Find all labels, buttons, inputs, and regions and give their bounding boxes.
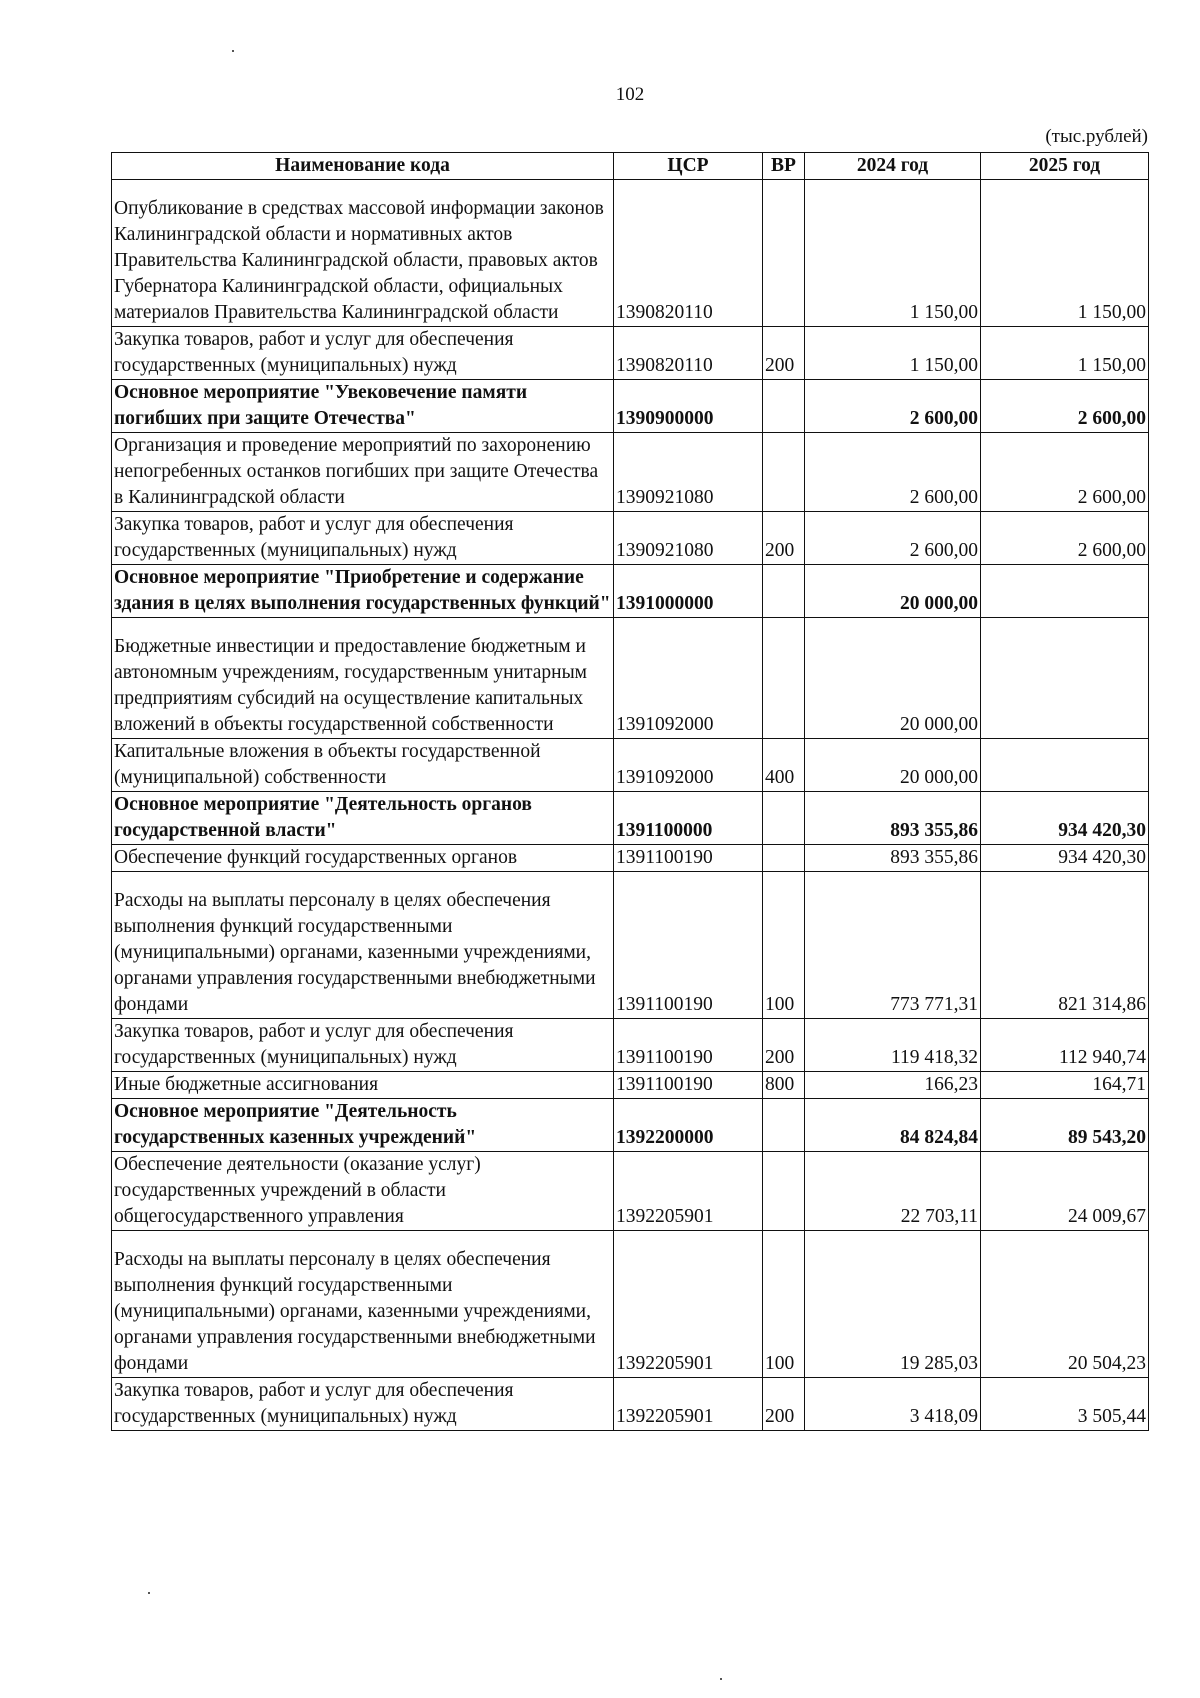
units-label: (тыс.рублей) [1045,126,1148,147]
cell-vr [763,845,805,872]
cell-csr: 1391100000 [614,792,763,845]
cell-vr: 200 [763,1019,805,1072]
cell-name: Опубликование в средствах массовой информации законов Калининградской области и нормативных актов Правительства Калининградской области, правовых актов Губернатора Калининградской области, официальных материалов Правительства Калининградской области [112,180,614,327]
cell-2025: 89 543,20 [981,1099,1149,1152]
table-row [112,433,1149,512]
header-2024: 2024 год [805,153,981,180]
cell-vr: 200 [763,327,805,380]
cell-2024: 2 600,00 [805,380,981,433]
cell-2025: 2 600,00 [981,512,1149,565]
cell-vr: 100 [763,1231,805,1378]
cell-2024: 3 418,09 [805,1378,981,1431]
cell-csr: 1391100190 [614,872,763,1019]
cell-2024: 19 285,03 [805,1231,981,1378]
cell-2025: 112 940,74 [981,1019,1149,1072]
cell-csr: 1390820110 [614,327,763,380]
cell-2025: 1 150,00 [981,327,1149,380]
cell-vr [763,1099,805,1152]
table-row [112,380,1149,433]
scan-speck [720,1678,722,1680]
table-row [112,872,1149,1019]
cell-vr [763,565,805,618]
cell-csr: 1392205901 [614,1378,763,1431]
table-body [112,180,1149,1431]
cell-name: Обеспечение функций государственных органов [112,845,614,872]
cell-vr: 200 [763,1378,805,1431]
table-row [112,845,1149,872]
cell-2025: 164,71 [981,1072,1149,1099]
cell-name: Закупка товаров, работ и услуг для обеспечения государственных (муниципальных) нужд [112,1019,614,1072]
cell-name: Обеспечение деятельности (оказание услуг) государственных учреждений в области общегосударственного управления [112,1152,614,1231]
cell-csr: 1391100190 [614,1072,763,1099]
cell-csr: 1390921080 [614,512,763,565]
cell-vr [763,433,805,512]
table-row [112,1152,1149,1231]
cell-vr [763,618,805,739]
header-csr: ЦСР [614,153,763,180]
table-row [112,739,1149,792]
cell-name: Основное мероприятие "Деятельность государственных казенных учреждений" [112,1099,614,1152]
table-row [112,1099,1149,1152]
cell-2024: 84 824,84 [805,1099,981,1152]
cell-2024: 773 771,31 [805,872,981,1019]
cell-2025: 3 505,44 [981,1378,1149,1431]
cell-csr: 1391100190 [614,845,763,872]
cell-2025: 1 150,00 [981,180,1149,327]
cell-vr [763,180,805,327]
cell-csr: 1391000000 [614,565,763,618]
cell-vr: 800 [763,1072,805,1099]
table-row [112,565,1149,618]
table-row [112,327,1149,380]
cell-csr: 1391092000 [614,739,763,792]
cell-vr [763,1152,805,1231]
cell-2024: 20 000,00 [805,739,981,792]
cell-2024: 893 355,86 [805,845,981,872]
header-name: Наименование кода [112,153,614,180]
cell-vr: 200 [763,512,805,565]
cell-2024: 119 418,32 [805,1019,981,1072]
cell-csr: 1390820110 [614,180,763,327]
cell-name: Закупка товаров, работ и услуг для обеспечения государственных (муниципальных) нужд [112,512,614,565]
cell-name: Расходы на выплаты персоналу в целях обеспечения выполнения функций государственными (муниципальными) органами, казенными учреждениями, органами управления государственными внебюджетными фондами [112,1231,614,1378]
cell-name: Закупка товаров, работ и услуг для обеспечения государственных (муниципальных) нужд [112,327,614,380]
cell-2025 [981,739,1149,792]
table-row [112,792,1149,845]
cell-2024: 1 150,00 [805,180,981,327]
header-vr: ВР [763,153,805,180]
cell-vr [763,380,805,433]
cell-csr: 1391092000 [614,618,763,739]
scan-speck [232,50,234,52]
cell-csr: 1391100190 [614,1019,763,1072]
cell-2025 [981,565,1149,618]
cell-2025: 821 314,86 [981,872,1149,1019]
scan-speck [148,1592,150,1594]
cell-name: Капитальные вложения в объекты государственной (муниципальной) собственности [112,739,614,792]
cell-csr: 1392205901 [614,1152,763,1231]
cell-2024: 893 355,86 [805,792,981,845]
cell-csr: 1392205901 [614,1231,763,1378]
cell-name: Бюджетные инвестиции и предоставление бюджетным и автономным учреждениям, государственным унитарным предприятиям субсидий на осуществление капитальных вложений в объекты государственной собственности [112,618,614,739]
cell-vr [763,792,805,845]
cell-name: Основное мероприятие "Увековечение памяти погибших при защите Отечества" [112,380,614,433]
header-2025: 2025 год [981,153,1149,180]
cell-name: Расходы на выплаты персоналу в целях обеспечения выполнения функций государственными (муниципальными) органами, казенными учреждениями, органами управления государственными внебюджетными фондами [112,872,614,1019]
table-row [112,1378,1149,1431]
cell-2024: 2 600,00 [805,433,981,512]
cell-vr: 400 [763,739,805,792]
cell-2025: 934 420,30 [981,845,1149,872]
cell-2024: 22 703,11 [805,1152,981,1231]
cell-2025 [981,618,1149,739]
table-row [112,1019,1149,1072]
cell-2025: 2 600,00 [981,380,1149,433]
table-header-row [112,153,1149,180]
table-row [112,1231,1149,1378]
budget-table [111,152,1149,1431]
cell-2025: 2 600,00 [981,433,1149,512]
cell-2024: 20 000,00 [805,565,981,618]
table-row [112,1072,1149,1099]
cell-csr: 1390900000 [614,380,763,433]
cell-2024: 20 000,00 [805,618,981,739]
cell-2025: 20 504,23 [981,1231,1149,1378]
cell-csr: 1392200000 [614,1099,763,1152]
cell-name: Основное мероприятие "Деятельность органов государственной власти" [112,792,614,845]
cell-csr: 1390921080 [614,433,763,512]
cell-vr: 100 [763,872,805,1019]
cell-2025: 934 420,30 [981,792,1149,845]
page-number: 102 [615,84,645,105]
cell-2024: 166,23 [805,1072,981,1099]
cell-name: Закупка товаров, работ и услуг для обеспечения государственных (муниципальных) нужд [112,1378,614,1431]
cell-name: Организация и проведение мероприятий по захоронению непогребенных останков погибших при защите Отечества в Калининградской области [112,433,614,512]
table-row [112,618,1149,739]
cell-name: Иные бюджетные ассигнования [112,1072,614,1099]
cell-name: Основное мероприятие "Приобретение и содержание здания в целях выполнения государственных функций" [112,565,614,618]
cell-2024: 1 150,00 [805,327,981,380]
cell-2024: 2 600,00 [805,512,981,565]
cell-2025: 24 009,67 [981,1152,1149,1231]
table-row [112,512,1149,565]
table-row [112,180,1149,327]
